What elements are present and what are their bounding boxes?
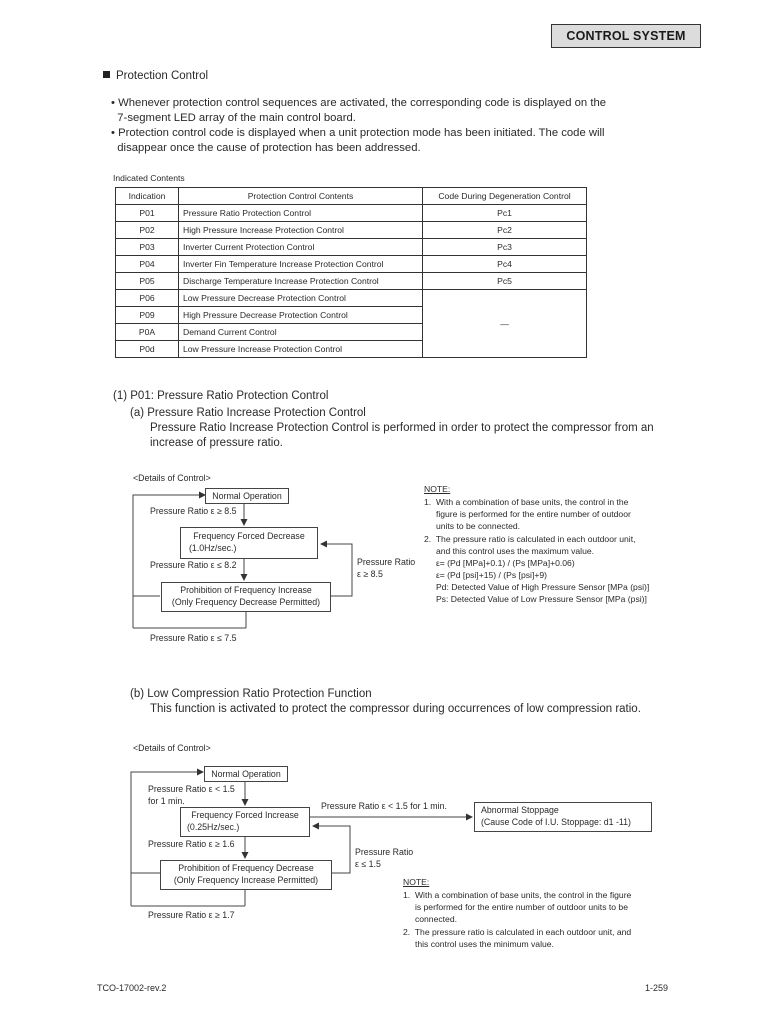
flow-a-normal-operation: Normal Operation: [205, 488, 289, 504]
protection-heading-text: Protection Control: [116, 70, 209, 82]
flow-b-cond3-l2: ε ≤ 1.5: [355, 859, 381, 869]
cell-content: Demand Current Control: [179, 324, 423, 341]
note-b-line: connected.: [403, 914, 457, 924]
note-a-line: figure is performed for the entire number of outdoor: [424, 509, 631, 519]
cell-content: Discharge Temperature Increase Protection Control: [179, 273, 423, 290]
flow-b-cond2: Pressure Ratio ε ≥ 1.6: [148, 839, 235, 849]
p01-title: (1) P01: Pressure Ratio Protection Control: [113, 390, 329, 402]
note-a-line: ε= (Pd [MPa]+0.1) / (Ps [MPa]+0.06): [424, 558, 575, 568]
cell-code: Pc1: [423, 205, 587, 222]
cell-indication: P06: [116, 290, 179, 307]
details-label-a: <Details of Control>: [133, 473, 211, 483]
note-b-line: 2. The pressure ratio is calculated in each outdoor unit, and: [403, 927, 632, 937]
cell-indication: P02: [116, 222, 179, 239]
table-caption: Indicated Contents: [113, 173, 185, 183]
flow-a-prohibition: [161, 582, 331, 612]
bullet-line-4: disappear once the cause of protection has been addressed.: [111, 142, 421, 154]
note-a-line: units to be connected.: [424, 521, 521, 531]
p01-a-desc-2: increase of pressure ratio.: [150, 437, 283, 449]
note-a-line: 1. With a combination of base units, the control in the: [424, 497, 629, 507]
p01-b-desc: This function is activated to protect the compressor during occurrences of low compression ratio.: [150, 703, 641, 715]
cell-content: High Pressure Increase Protection Control: [179, 222, 423, 239]
cell-indication: P0A: [116, 324, 179, 341]
section-title-box: CONTROL SYSTEM: [551, 24, 701, 48]
cell-code: Pc5: [423, 273, 587, 290]
cell-code: Pc4: [423, 256, 587, 273]
flow-a-cond3-l2: ε ≥ 8.5: [357, 569, 383, 579]
flow-b-freq-increase-l1: Frequency Forced Increase: [191, 810, 299, 820]
note-b-line: is performed for the entire number of outdoor units to be: [403, 902, 628, 912]
flow-b-abnormal-l2: (Cause Code of I.U. Stoppage: d1 -11): [481, 817, 631, 827]
cell-code-merged: —: [423, 290, 587, 358]
flow-a-cond4: Pressure Ratio ε ≤ 7.5: [150, 633, 237, 643]
flow-a-freq-decrease-l2: (1.0Hz/sec.): [189, 543, 237, 553]
flow-a-cond2: Pressure Ratio ε ≤ 8.2: [150, 560, 237, 570]
cell-content: Pressure Ratio Protection Control: [179, 205, 423, 222]
cell-indication: P04: [116, 256, 179, 273]
flow-a-freq-decrease: [180, 527, 318, 559]
note-a-line: 2. The pressure ratio is calculated in each outdoor unit,: [424, 534, 636, 544]
p01-a-title: (a) Pressure Ratio Increase Protection Control: [130, 407, 366, 419]
details-label-b: <Details of Control>: [133, 743, 211, 753]
note-b-title: NOTE:: [403, 877, 430, 887]
note-b-line: 1. With a combination of base units, the control in the figure: [403, 890, 632, 900]
header-code: Code During Degeneration Control: [423, 188, 587, 205]
cell-content: High Pressure Decrease Protection Control: [179, 307, 423, 324]
flow-b-abnormal-l1: Abnormal Stoppage: [481, 805, 559, 815]
cell-indication: P05: [116, 273, 179, 290]
header-contents: Protection Control Contents: [179, 188, 423, 205]
flow-b-cond1-l2: for 1 min.: [148, 796, 185, 806]
footer-doc-id: TCO-17002-rev.2: [97, 983, 167, 993]
flow-a-prohibition-l1: Prohibition of Frequency Increase: [180, 585, 312, 595]
cell-indication: P03: [116, 239, 179, 256]
bullet-line-3: • Protection control code is displayed when a unit protection mode has been initiated. The code will: [111, 127, 605, 139]
flow-a-freq-decrease-l1: Frequency Forced Decrease: [193, 531, 305, 541]
flow-b-prohibition-l1: Prohibition of Frequency Decrease: [178, 863, 314, 873]
flow-a-cond3-l1: Pressure Ratio: [357, 557, 416, 567]
flow-b-prohibition: [160, 860, 332, 890]
flow-b-freq-increase: [180, 807, 310, 837]
cell-indication: P09: [116, 307, 179, 324]
cell-content: Inverter Current Protection Control: [179, 239, 423, 256]
p01-b-title: (b) Low Compression Ratio Protection Function: [130, 688, 372, 700]
cell-content: Low Pressure Decrease Protection Control: [179, 290, 423, 307]
flow-b-cond3-l1: Pressure Ratio: [355, 847, 414, 857]
cell-content: Low Pressure Increase Protection Control: [179, 341, 423, 358]
note-a-line: Ps: Detected Value of Low Pressure Sensor [MPa (psi)]: [424, 594, 647, 604]
note-b-line: this control uses the minimum value.: [403, 939, 554, 949]
flow-b-prohibition-l2: (Only Frequency Increase Permitted): [173, 875, 319, 885]
flow-a-prohibition-l2: (Only Frequency Decrease Permitted): [171, 597, 321, 607]
flow-a-cond1: Pressure Ratio ε ≥ 8.5: [150, 506, 237, 516]
header-indication: Indication: [116, 188, 179, 205]
flow-b-cond-right: Pressure Ratio ε < 1.5 for 1 min.: [321, 801, 447, 811]
cell-indication: P0d: [116, 341, 179, 358]
flow-b-cond1-l1: Pressure Ratio ε < 1.5: [148, 784, 235, 794]
footer-page-number: 1-259: [645, 983, 669, 993]
cell-code: Pc2: [423, 222, 587, 239]
note-a-line: ε= (Pd [psi]+15) / (Ps [psi]+9): [424, 570, 547, 580]
bullet-line-2: 7-segment LED array of the main control board.: [111, 112, 356, 124]
note-a-line: and this control uses the maximum value.: [424, 546, 595, 556]
note-a-title: NOTE:: [424, 484, 451, 494]
flow-b-abnormal-stoppage: [474, 802, 652, 832]
cell-indication: P01: [116, 205, 179, 222]
cell-content: Inverter Fin Temperature Increase Protection Control: [179, 256, 423, 273]
flow-b-freq-increase-l2: (0.25Hz/sec.): [187, 822, 240, 832]
flow-b-normal-operation: Normal Operation: [204, 766, 288, 782]
flow-b-cond4: Pressure Ratio ε ≥ 1.7: [148, 910, 235, 920]
bullet-line-1: • Whenever protection control sequences are activated, the corresponding code is displayed on the: [111, 97, 607, 109]
cell-code: Pc3: [423, 239, 587, 256]
p01-a-desc-1: Pressure Ratio Increase Protection Control is performed in order to protect the compressor from an: [150, 422, 654, 434]
note-a-line: Pd: Detected Value of High Pressure Sensor [MPa (psi)]: [424, 582, 650, 592]
